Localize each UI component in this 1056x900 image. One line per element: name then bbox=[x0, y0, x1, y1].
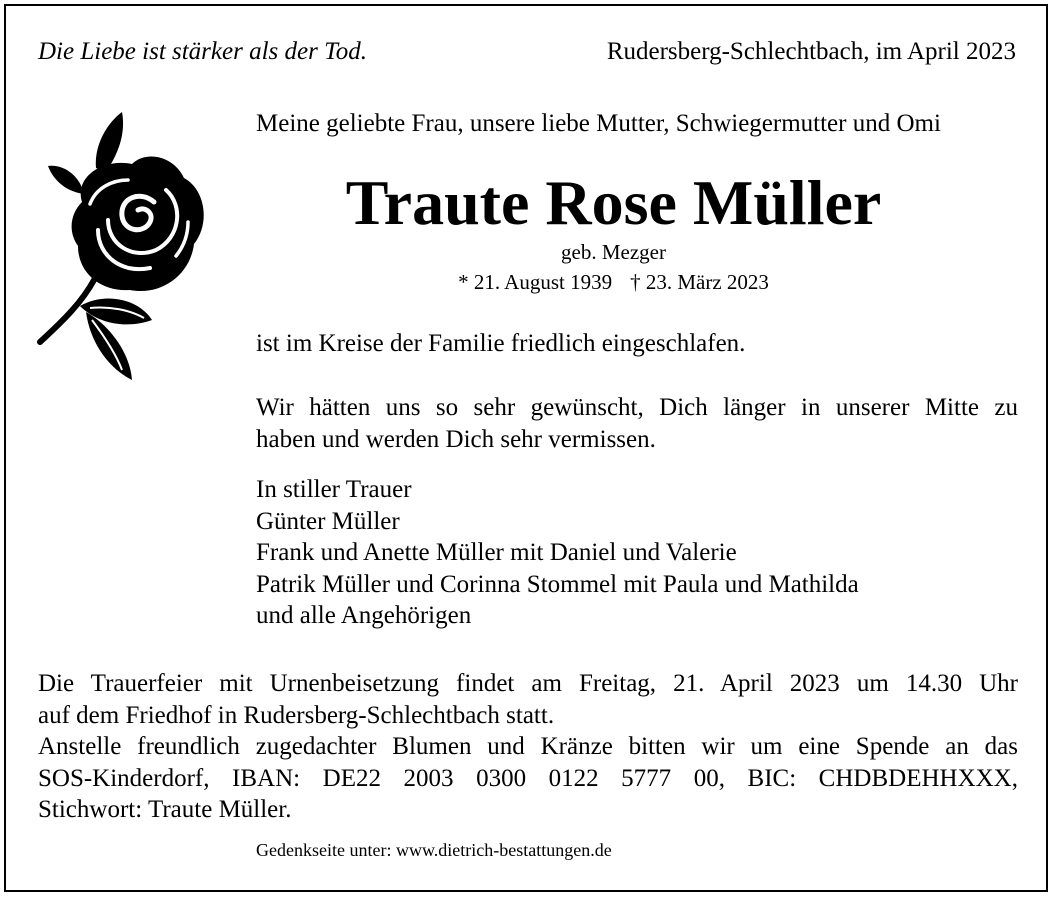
mourners-heading: In stiller Trauer bbox=[256, 476, 412, 503]
rose-icon bbox=[34, 106, 214, 386]
death-date: † 23. März 2023 bbox=[630, 270, 769, 294]
passing-sentence: ist im Kreise der Familie friedlich eingeschlafen. bbox=[256, 330, 746, 357]
deceased-name: Traute Rose Müller bbox=[345, 167, 882, 238]
donation-line: Anstelle freundlich zugedachter Blumen und Kränze bitten wir um eine Spende an das bbox=[38, 733, 1018, 760]
mourner-name: Patrik Müller und Corinna Stommel mit Paula und Mathilda bbox=[256, 570, 859, 598]
mourner-name: und alle Angehörigen bbox=[256, 602, 472, 629]
maiden-name: geb. Mezger bbox=[561, 240, 666, 264]
donation-bank-line: SOS-Kinderdorf, IBAN: DE22 2003 0300 0122 5777 00, BIC: CHDBDEHHXXX, bbox=[38, 764, 1018, 792]
wish-line: Wir hätten uns so sehr gewünscht, Dich länger in unserer Mitte zu bbox=[256, 394, 1018, 421]
mourners-block bbox=[256, 474, 859, 632]
funeral-line: Die Trauerfeier mit Urnenbeisetzung findet am Freitag, 21. April 2023 um 14.30 Uhr bbox=[38, 670, 1018, 697]
funeral-info bbox=[38, 668, 1018, 826]
wish-paragraph bbox=[256, 392, 1018, 456]
donation-keyword-line: Stichwort: Traute Müller. bbox=[38, 796, 292, 823]
place-date: Rudersberg-Schlechtbach, im April 2023 bbox=[606, 38, 1016, 65]
mourner-name: Frank und Anette Müller mit Daniel und Valerie bbox=[256, 539, 737, 566]
wish-line: haben und werden Dich sehr vermissen. bbox=[256, 426, 656, 453]
life-dates bbox=[256, 270, 971, 295]
intro-line: Meine geliebte Frau, unsere liebe Mutter, Schwiegermutter und Omi bbox=[256, 110, 941, 137]
mourner-name: Günter Müller bbox=[256, 507, 400, 535]
birth-date: * 21. August 1939 bbox=[458, 270, 613, 294]
motto: Die Liebe ist stärker als der Tod. bbox=[38, 38, 367, 65]
memorial-page-link[interactable]: Gedenkseite unter: www.dietrich-bestattungen.de bbox=[256, 840, 612, 860]
funeral-line: auf dem Friedhof in Rudersberg-Schlechtbach statt. bbox=[38, 701, 555, 729]
